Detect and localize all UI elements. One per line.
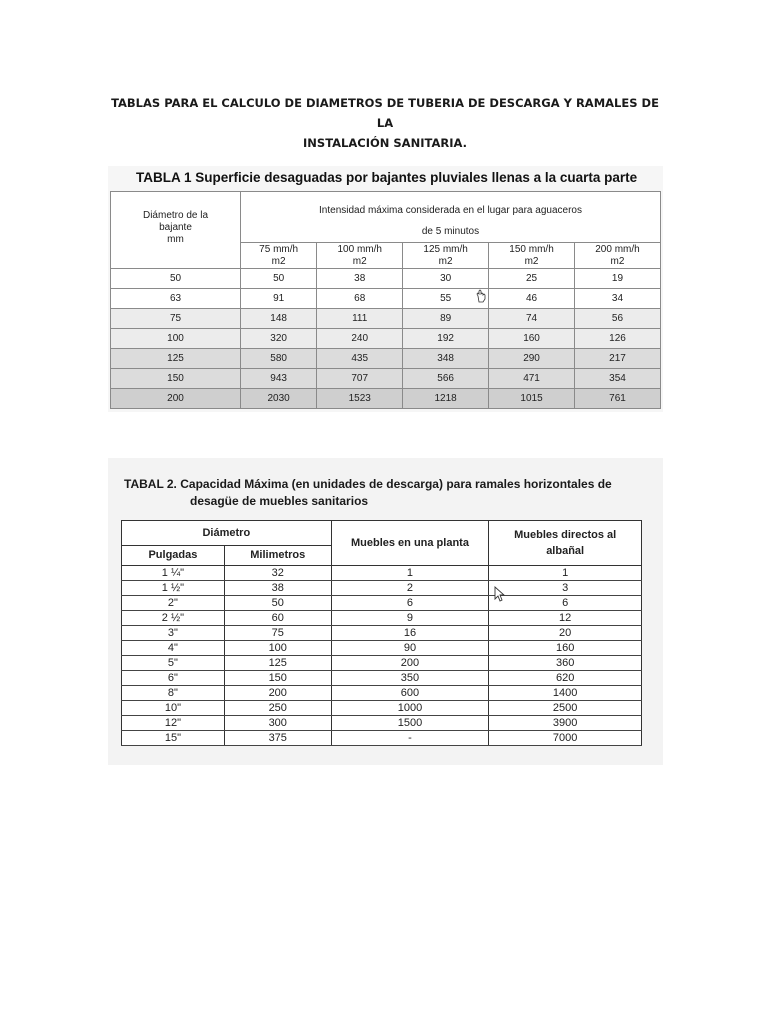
table2-row (122, 596, 642, 611)
table2-cell: 38 (224, 581, 331, 596)
table1-row (111, 289, 661, 309)
table2-cell: 6" (122, 671, 225, 686)
table1-cell: 75 (111, 309, 241, 329)
table1-header-unit: 200 mm/h m2 (574, 243, 660, 269)
table1-cell: 126 (574, 329, 660, 349)
page-title-line-2: INSTALACIÓN SANITARIA. (303, 136, 467, 150)
table2-row (122, 656, 642, 671)
table2-cell: - (331, 731, 489, 746)
table1-cell: 56 (574, 309, 660, 329)
table1-cell: 91 (241, 289, 317, 309)
table2-cell: 2" (122, 596, 225, 611)
table2-title: TABAL 2. Capacidad Máxima (en unidades de descarga) para ramales horizontales de desagüe de muebles sanitarios (124, 477, 612, 508)
table2-cell: 12 (489, 611, 642, 626)
table2-cell: 1000 (331, 701, 489, 716)
table1-cell: 55 (403, 289, 489, 309)
table2-cell: 90 (331, 641, 489, 656)
page-title-line-1: TABLAS PARA EL CALCULO DE DIAMETROS DE TUBERIA DE DESCARGA Y RAMALES DE LA (111, 96, 659, 130)
table1-cell: 111 (317, 309, 403, 329)
table2-cell: 20 (489, 626, 642, 641)
table2-cell: 2500 (489, 701, 642, 716)
table1-header-intensity: Intensidad máxima considerada en el lugar para aguaceros de 5 minutos (241, 192, 661, 243)
table2-row (122, 671, 642, 686)
table1-title: TABLA 1 Superficie desaguadas por bajantes pluviales llenas a la cuarta parte (136, 170, 638, 185)
table2-row (122, 581, 642, 596)
table2-cell: 10" (122, 701, 225, 716)
table2-header-muebles-albanal: Muebles directos al albañal (489, 521, 642, 566)
table2-cell: 3 (489, 581, 642, 596)
table2-cell: 125 (224, 656, 331, 671)
table1-cell: 290 (489, 349, 575, 369)
table1-header-unit: 125 mm/h m2 (403, 243, 489, 269)
table2-row (122, 701, 642, 716)
table1-cell: 1523 (317, 389, 403, 409)
table1-cell: 354 (574, 369, 660, 389)
table1-cell: 943 (241, 369, 317, 389)
table2-cell: 6 (489, 596, 642, 611)
table2-header-pulgadas: Pulgadas (122, 546, 225, 566)
table1-cell: 200 (111, 389, 241, 409)
table2-cell: 3" (122, 626, 225, 641)
table1-cell: 125 (111, 349, 241, 369)
table1-cell: 150 (111, 369, 241, 389)
table2 (121, 520, 642, 746)
table2-row (122, 686, 642, 701)
table1-cell: 30 (403, 269, 489, 289)
table2-cell: 4" (122, 641, 225, 656)
table1-cell: 348 (403, 349, 489, 369)
table2-cell: 50 (224, 596, 331, 611)
table2-row (122, 611, 642, 626)
table2-cell: 620 (489, 671, 642, 686)
table1-cell: 707 (317, 369, 403, 389)
table1-header-unit: 100 mm/h m2 (317, 243, 403, 269)
table2-cell: 60 (224, 611, 331, 626)
table1-cell: 38 (317, 269, 403, 289)
table2-row (122, 716, 642, 731)
table2-cell: 375 (224, 731, 331, 746)
table2-cell: 350 (331, 671, 489, 686)
table2-cell: 2 (331, 581, 489, 596)
table1-row (111, 369, 661, 389)
table1 (110, 191, 661, 409)
table1-cell: 240 (317, 329, 403, 349)
table1-row (111, 309, 661, 329)
table1-cell: 2030 (241, 389, 317, 409)
table1-row (111, 349, 661, 369)
table2-cell: 200 (224, 686, 331, 701)
table2-cell: 15" (122, 731, 225, 746)
table2-cell: 9 (331, 611, 489, 626)
table2-cell: 1400 (489, 686, 642, 701)
table1-row (111, 389, 661, 409)
table2-cell: 600 (331, 686, 489, 701)
table1-header-diameter: Diámetro de la bajante mm (111, 192, 241, 269)
table1-cell: 50 (241, 269, 317, 289)
table1-cell: 34 (574, 289, 660, 309)
arrow-cursor-icon (494, 586, 506, 602)
table1-cell: 25 (489, 269, 575, 289)
table2-cell: 1 (331, 566, 489, 581)
table2-cell: 3900 (489, 716, 642, 731)
table2-cell: 1 ½" (122, 581, 225, 596)
table1-row (111, 329, 661, 349)
table1-row (111, 269, 661, 289)
table2-cell: 6 (331, 596, 489, 611)
table1-cell: 1015 (489, 389, 575, 409)
table2-cell: 12" (122, 716, 225, 731)
table2-cell: 32 (224, 566, 331, 581)
table1-cell: 89 (403, 309, 489, 329)
table1-cell: 19 (574, 269, 660, 289)
table2-header-diameter: Diámetro (122, 521, 332, 546)
table2-cell: 7000 (489, 731, 642, 746)
table1-cell: 761 (574, 389, 660, 409)
hand-cursor-icon (475, 289, 487, 303)
table1-cell: 217 (574, 349, 660, 369)
table1-cell: 435 (317, 349, 403, 369)
table2-row (122, 731, 642, 746)
table2-cell: 100 (224, 641, 331, 656)
table2-cell: 1500 (331, 716, 489, 731)
table2-cell: 1 (489, 566, 642, 581)
table1-cell: 68 (317, 289, 403, 309)
table2-cell: 1 ¼" (122, 566, 225, 581)
table2-cell: 150 (224, 671, 331, 686)
table2-cell: 16 (331, 626, 489, 641)
table1-cell: 160 (489, 329, 575, 349)
table1-cell: 566 (403, 369, 489, 389)
table1-cell: 1218 (403, 389, 489, 409)
table2-cell: 2 ½" (122, 611, 225, 626)
table2-header-muebles-planta: Muebles en una planta (331, 521, 489, 566)
table2-row (122, 626, 642, 641)
table2-row (122, 566, 642, 581)
page-title (110, 93, 660, 153)
table2-cell: 75 (224, 626, 331, 641)
table2-cell: 360 (489, 656, 642, 671)
table2-cell: 250 (224, 701, 331, 716)
table1-cell: 471 (489, 369, 575, 389)
table1-cell: 148 (241, 309, 317, 329)
table1-cell: 63 (111, 289, 241, 309)
table1-cell: 100 (111, 329, 241, 349)
table2-cell: 300 (224, 716, 331, 731)
table2-cell: 8" (122, 686, 225, 701)
table1-cell: 74 (489, 309, 575, 329)
table1-header-unit: 75 mm/h m2 (241, 243, 317, 269)
table2-cell: 5" (122, 656, 225, 671)
table1-cell: 46 (489, 289, 575, 309)
table1-cell: 50 (111, 269, 241, 289)
table2-row (122, 641, 642, 656)
table1-cell: 320 (241, 329, 317, 349)
table2-header-milimetros: Milimetros (224, 546, 331, 566)
table1-cell: 580 (241, 349, 317, 369)
table1-cell: 192 (403, 329, 489, 349)
table2-cell: 200 (331, 656, 489, 671)
table2-cell: 160 (489, 641, 642, 656)
table1-header-unit: 150 mm/h m2 (489, 243, 575, 269)
